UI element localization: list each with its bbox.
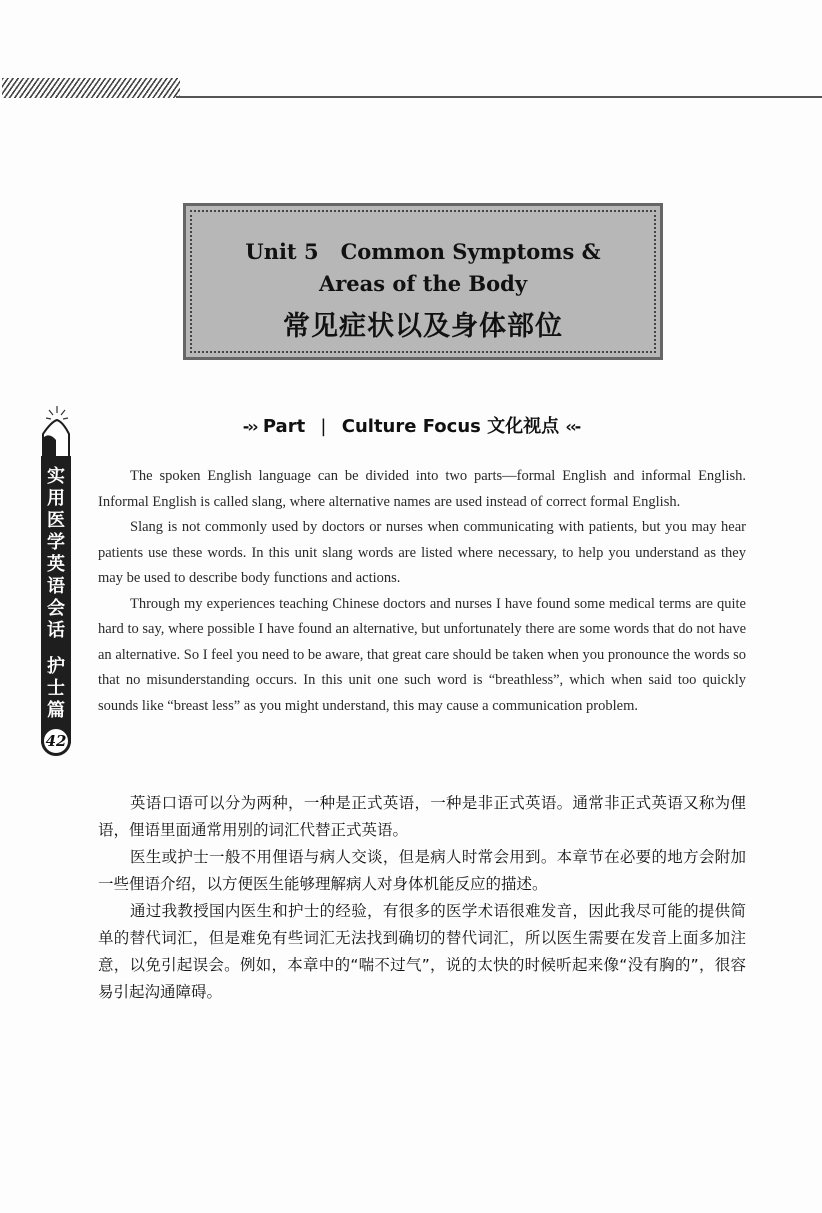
part-heading <box>0 412 822 438</box>
part-title-zh: 文化视点 <box>487 416 560 437</box>
arrow-right-decoration-icon: -›› <box>242 417 257 436</box>
chinese-text <box>98 790 746 1006</box>
unit-title-en <box>186 236 660 300</box>
part-label: Part <box>262 416 306 437</box>
volume-vertical: 护士篇 <box>47 656 65 721</box>
part-separator: | <box>320 416 327 437</box>
unit-title-zh: 常见症状以及身体部位 <box>283 311 563 342</box>
english-paragraph: The spoken English language can be divided into two parts—formal English and informal English. Informal English is called slang, where alternative names are used instead of correct formal English. <box>98 468 746 510</box>
chinese-paragraph: 英语口语可以分为两种，一种是正式英语，一种是非正式英语。通常非正式英语又称为俚语，俚语里面通常用别的词汇代替正式英语。 <box>98 794 746 839</box>
english-paragraph: Through my experiences teaching Chinese doctors and nurses I have found some medical terms are quite hard to say, where possible I have found an alternative, but unfortunately there are some words that do not have an alternative. So I feel you need to be aware, that great care should be taken when you pronounce the words so that no misunderstanding occurs. In this unit one such word is “breathless”, which when said too quickly sounds like “breast less” as you might understand, this may cause a communication problem. <box>98 595 746 714</box>
chinese-paragraph: 通过我教授国内医生和护士的经验，有很多的医学术语很难发音，因此我尽可能的提供简单的替代词汇，但是难免有些词汇无法找到确切的替代词汇，所以医生需要在发音上面多加注意，以免引起误会。例如，本章中的“喘不过气”，说的太快的时候听起来像“没有胸的”，很容易引起沟通障碍。 <box>98 902 746 1001</box>
unit-topic-line1: Common Symptoms & <box>340 239 601 264</box>
side-tab <box>41 404 71 774</box>
header-rule <box>176 96 822 98</box>
side-tab-body <box>41 456 71 746</box>
unit-number: Unit 5 <box>245 239 319 264</box>
arrow-left-decoration-icon: ‹‹- <box>565 417 580 436</box>
book-title-vertical: 实用医学英语会话 <box>47 466 65 641</box>
header-hatch-decoration <box>2 78 180 98</box>
english-text <box>98 464 746 719</box>
chinese-paragraph: 医生或护士一般不用俚语与病人交谈，但是病人时常会用到。本章节在必要的地方会附加一些俚语介绍，以方便医生能够理解病人对身体机能反应的描述。 <box>98 848 746 893</box>
unit-topic-line2: Areas of the Body <box>318 271 528 296</box>
english-paragraph: Slang is not commonly used by doctors or nurses when communicating with patients, but you may hear patients use these words. In this unit slang words are listed where necessary, to help you understand as they may be used to describe body functions and actions. <box>98 519 746 586</box>
page-number: 42 <box>41 726 71 756</box>
part-title-en: Culture Focus <box>341 416 481 437</box>
unit-title-box <box>183 203 663 360</box>
